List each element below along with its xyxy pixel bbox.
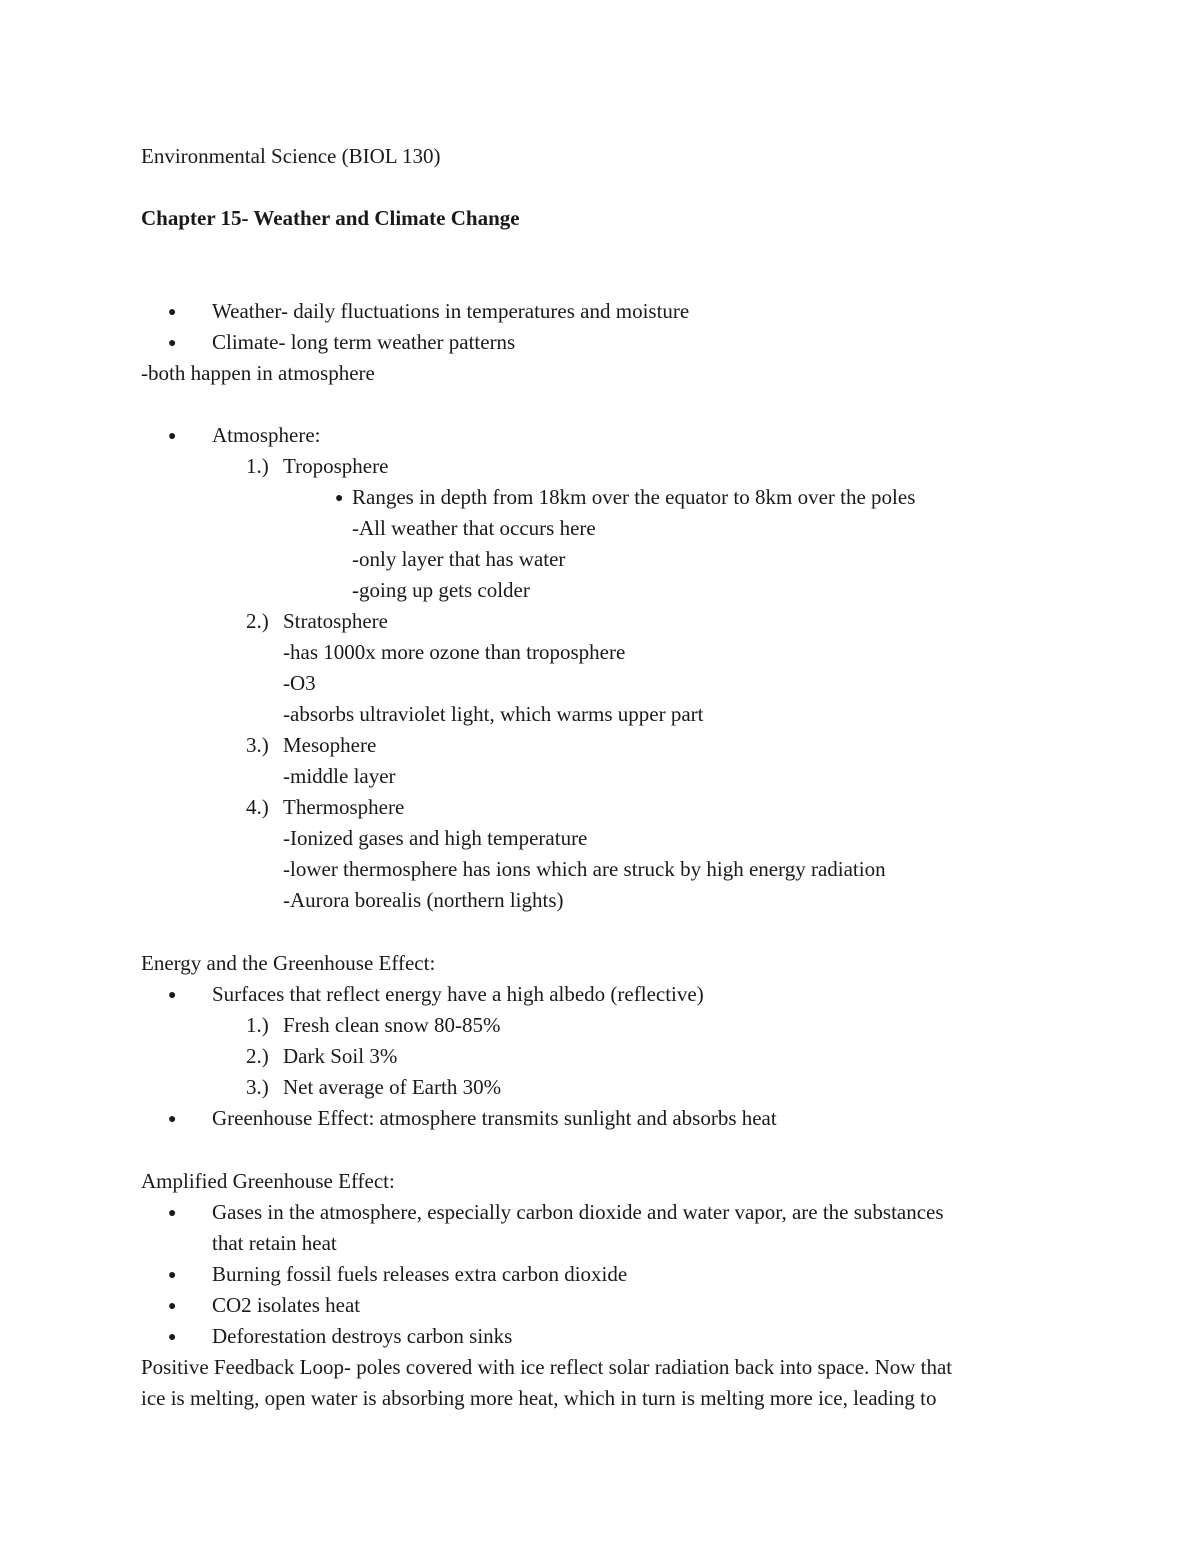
mesosphere-label: Mesophere <box>283 733 377 757</box>
chapter-heading: Chapter 15- Weather and Climate Change <box>141 206 520 230</box>
troposphere-label: Troposphere <box>283 454 389 478</box>
thermosphere-note: -Aurora borealis (northern lights) <box>283 888 564 912</box>
list-number: 2.) <box>246 1044 269 1068</box>
bullet-icon: ● <box>168 1112 177 1127</box>
greenhouse-bullet: Greenhouse Effect: atmosphere transmits sunlight and absorbs heat <box>212 1106 777 1130</box>
troposphere-note: -only layer that has water <box>352 547 566 571</box>
fossil-fuels-bullet: Burning fossil fuels releases extra carbon dioxide <box>212 1262 628 1286</box>
weather-definition: Weather- daily fluctuations in temperatures and moisture <box>212 299 690 323</box>
stratosphere-note: -absorbs ultraviolet light, which warms upper part <box>283 702 704 726</box>
troposphere-range: Ranges in depth from 18km over the equator to 8km over the poles <box>352 485 916 509</box>
list-number: 2.) <box>246 609 269 633</box>
list-number: 1.) <box>246 1013 269 1037</box>
stratosphere-note: -has 1000x more ozone than troposphere <box>283 640 626 664</box>
bullet-icon: ● <box>168 1299 177 1314</box>
bullet-icon: ● <box>168 1330 177 1345</box>
list-number: 1.) <box>246 454 269 478</box>
co2-bullet: CO2 isolates heat <box>212 1293 361 1317</box>
gases-bullet-continued: that retain heat <box>212 1231 337 1255</box>
gases-bullet: Gases in the atmosphere, especially carbon dioxide and water vapor, are the substances <box>212 1200 944 1224</box>
deforestation-bullet: Deforestation destroys carbon sinks <box>212 1324 513 1348</box>
amplified-heading: Amplified Greenhouse Effect: <box>141 1169 395 1193</box>
energy-heading: Energy and the Greenhouse Effect: <box>141 951 436 975</box>
albedo-item: Fresh clean snow 80-85% <box>283 1013 501 1037</box>
climate-definition: Climate- long term weather patterns <box>212 330 516 354</box>
bullet-icon: ● <box>335 491 344 506</box>
troposphere-note: -All weather that occurs here <box>352 516 596 540</box>
albedo-item: Net average of Earth 30% <box>283 1075 502 1099</box>
bullet-icon: ● <box>168 305 177 320</box>
bullet-icon: ● <box>168 1268 177 1283</box>
thermosphere-label: Thermosphere <box>283 795 405 819</box>
feedback-paragraph-line: ice is melting, open water is absorbing more heat, which in turn is melting more ice, leading to <box>141 1386 937 1410</box>
bullet-icon: ● <box>168 988 177 1003</box>
albedo-item: Dark Soil 3% <box>283 1044 398 1068</box>
atmosphere-note: -both happen in atmosphere <box>141 361 375 385</box>
thermosphere-note: -Ionized gases and high temperature <box>283 826 588 850</box>
course-title: Environmental Science (BIOL 130) <box>141 144 441 168</box>
bullet-icon: ● <box>168 429 177 444</box>
list-number: 3.) <box>246 1075 269 1099</box>
bullet-icon: ● <box>168 336 177 351</box>
list-number: 4.) <box>246 795 269 819</box>
feedback-paragraph-line: Positive Feedback Loop- poles covered with ice reflect solar radiation back into space. Now that <box>141 1355 953 1379</box>
bullet-icon: ● <box>168 1206 177 1221</box>
thermosphere-note: -lower thermosphere has ions which are struck by high energy radiation <box>283 857 886 881</box>
albedo-bullet: Surfaces that reflect energy have a high albedo (reflective) <box>212 982 704 1006</box>
mesosphere-note: -middle layer <box>283 764 396 788</box>
list-number: 3.) <box>246 733 269 757</box>
troposphere-note: -going up gets colder <box>352 578 530 602</box>
atmosphere-heading: Atmosphere: <box>212 423 321 447</box>
stratosphere-note: -O3 <box>283 671 316 695</box>
stratosphere-label: Stratosphere <box>283 609 388 633</box>
